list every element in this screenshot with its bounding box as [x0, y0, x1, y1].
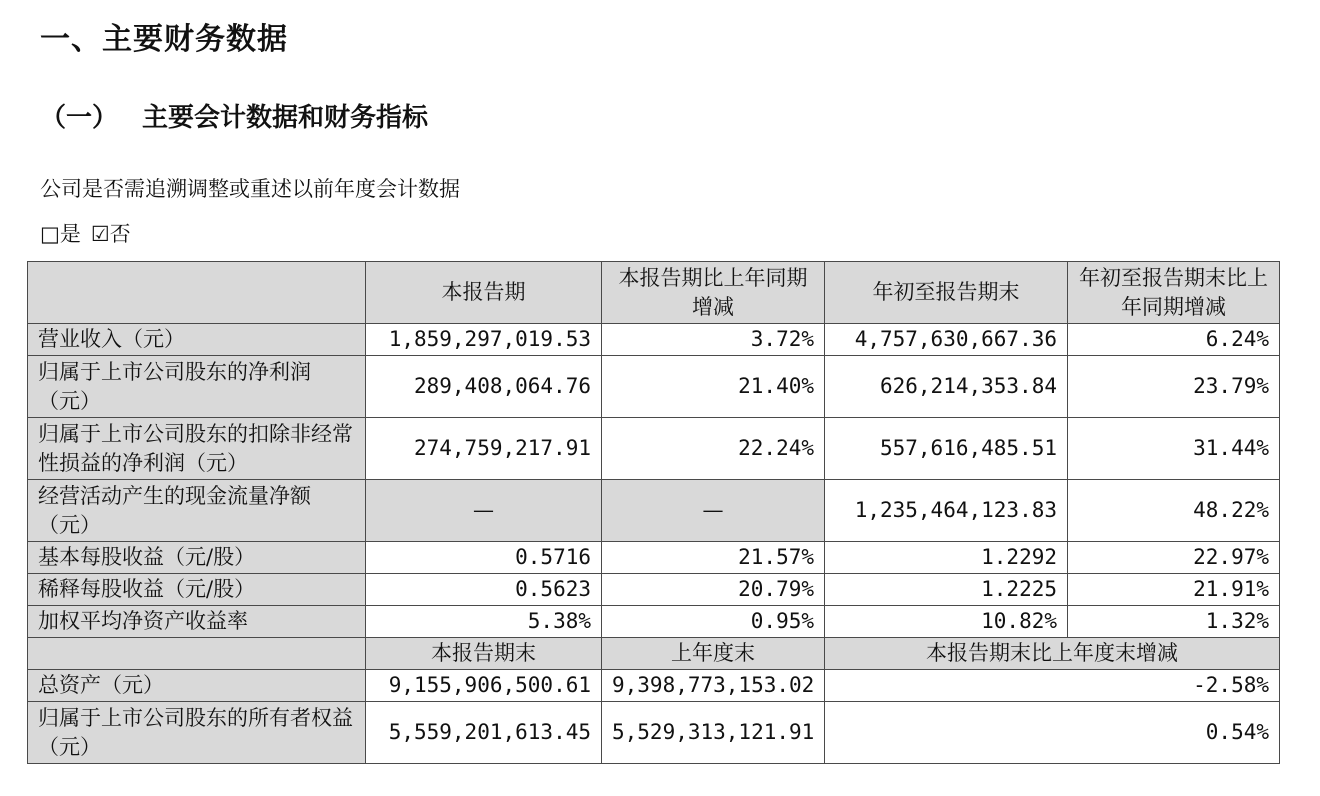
cell-current-change: 21.57% — [602, 542, 825, 574]
section-heading: 一、主要财务数据 — [40, 22, 288, 57]
cell-ytd-change: 23.79% — [1068, 356, 1280, 418]
table-header-row — [28, 262, 1280, 324]
restatement-question: 公司是否需追溯调整或重述以前年度会计数据 — [40, 177, 460, 201]
cell-current: 1,859,297,019.53 — [366, 324, 602, 356]
row-label: 经营活动产生的现金流量净额（元） — [28, 480, 366, 542]
cell-current: 274,759,217.91 — [366, 418, 602, 480]
row-label: 营业收入（元） — [28, 324, 366, 356]
cell-period-end: 5,559,201,613.45 — [366, 702, 602, 764]
cell-ytd: 4,757,630,667.36 — [825, 324, 1068, 356]
header-period-end: 本报告期末 — [366, 638, 602, 670]
cell-current: — — [366, 480, 602, 542]
header-year-to-date-change: 年初至报告期末比上年同期增减 — [1068, 262, 1280, 324]
table-row — [28, 356, 1280, 418]
subsection-heading — [40, 98, 428, 138]
table-row — [28, 670, 1280, 702]
cell-ytd: 557,616,485.51 — [825, 418, 1068, 480]
cell-ytd: 1,235,464,123.83 — [825, 480, 1068, 542]
cell-prior-year-end: 5,529,313,121.91 — [602, 702, 825, 764]
cell-current-change: 21.40% — [602, 356, 825, 418]
option-no: ☑否 — [90, 222, 131, 246]
row-label: 归属于上市公司股东的所有者权益（元） — [28, 702, 366, 764]
cell-change: 0.54% — [825, 702, 1280, 764]
header-empty-cell — [28, 262, 366, 324]
subsection-title: 主要会计数据和财务指标 — [142, 103, 429, 133]
row-label: 归属于上市公司股东的净利润（元） — [28, 356, 366, 418]
cell-ytd: 1.2225 — [825, 574, 1068, 606]
cell-current-change: — — [602, 480, 825, 542]
header-period-end-change: 本报告期末比上年度末增减 — [825, 638, 1280, 670]
restatement-options — [40, 219, 131, 249]
row-label: 归属于上市公司股东的扣除非经常性损益的净利润（元） — [28, 418, 366, 480]
header-year-to-date: 年初至报告期末 — [825, 262, 1068, 324]
cell-period-end: 9,155,906,500.61 — [366, 670, 602, 702]
cell-current-change: 20.79% — [602, 574, 825, 606]
row-label: 加权平均净资产收益率 — [28, 606, 366, 638]
cell-ytd: 1.2292 — [825, 542, 1068, 574]
cell-current: 0.5623 — [366, 574, 602, 606]
table-row — [28, 418, 1280, 480]
row-label: 基本每股收益（元/股） — [28, 542, 366, 574]
cell-ytd-change: 6.24% — [1068, 324, 1280, 356]
cell-ytd-change: 1.32% — [1068, 606, 1280, 638]
table-row — [28, 324, 1280, 356]
cell-ytd-change: 21.91% — [1068, 574, 1280, 606]
table-row — [28, 480, 1280, 542]
cell-ytd-change: 31.44% — [1068, 418, 1280, 480]
header-prior-year-end: 上年度末 — [602, 638, 825, 670]
row-label: 总资产（元） — [28, 670, 366, 702]
cell-ytd-change: 48.22% — [1068, 480, 1280, 542]
cell-ytd: 626,214,353.84 — [825, 356, 1068, 418]
financial-data-table — [27, 261, 1280, 764]
cell-current-change: 0.95% — [602, 606, 825, 638]
cell-current: 0.5716 — [366, 542, 602, 574]
subsection-number: （一） — [40, 103, 119, 133]
table-row — [28, 542, 1280, 574]
cell-change: -2.58% — [825, 670, 1280, 702]
row-label: 稀释每股收益（元/股） — [28, 574, 366, 606]
cell-ytd: 10.82% — [825, 606, 1068, 638]
option-yes: □是 — [40, 222, 81, 246]
cell-current-change: 22.24% — [602, 418, 825, 480]
table-row — [28, 702, 1280, 764]
table-row — [28, 574, 1280, 606]
cell-prior-year-end: 9,398,773,153.02 — [602, 670, 825, 702]
table-subheader-row — [28, 638, 1280, 670]
table-row — [28, 606, 1280, 638]
cell-current: 289,408,064.76 — [366, 356, 602, 418]
cell-current-change: 3.72% — [602, 324, 825, 356]
cell-ytd-change: 22.97% — [1068, 542, 1280, 574]
header-current-period-change: 本报告期比上年同期增减 — [602, 262, 825, 324]
header-current-period: 本报告期 — [366, 262, 602, 324]
cell-current: 5.38% — [366, 606, 602, 638]
subheader-empty-cell — [28, 638, 366, 670]
